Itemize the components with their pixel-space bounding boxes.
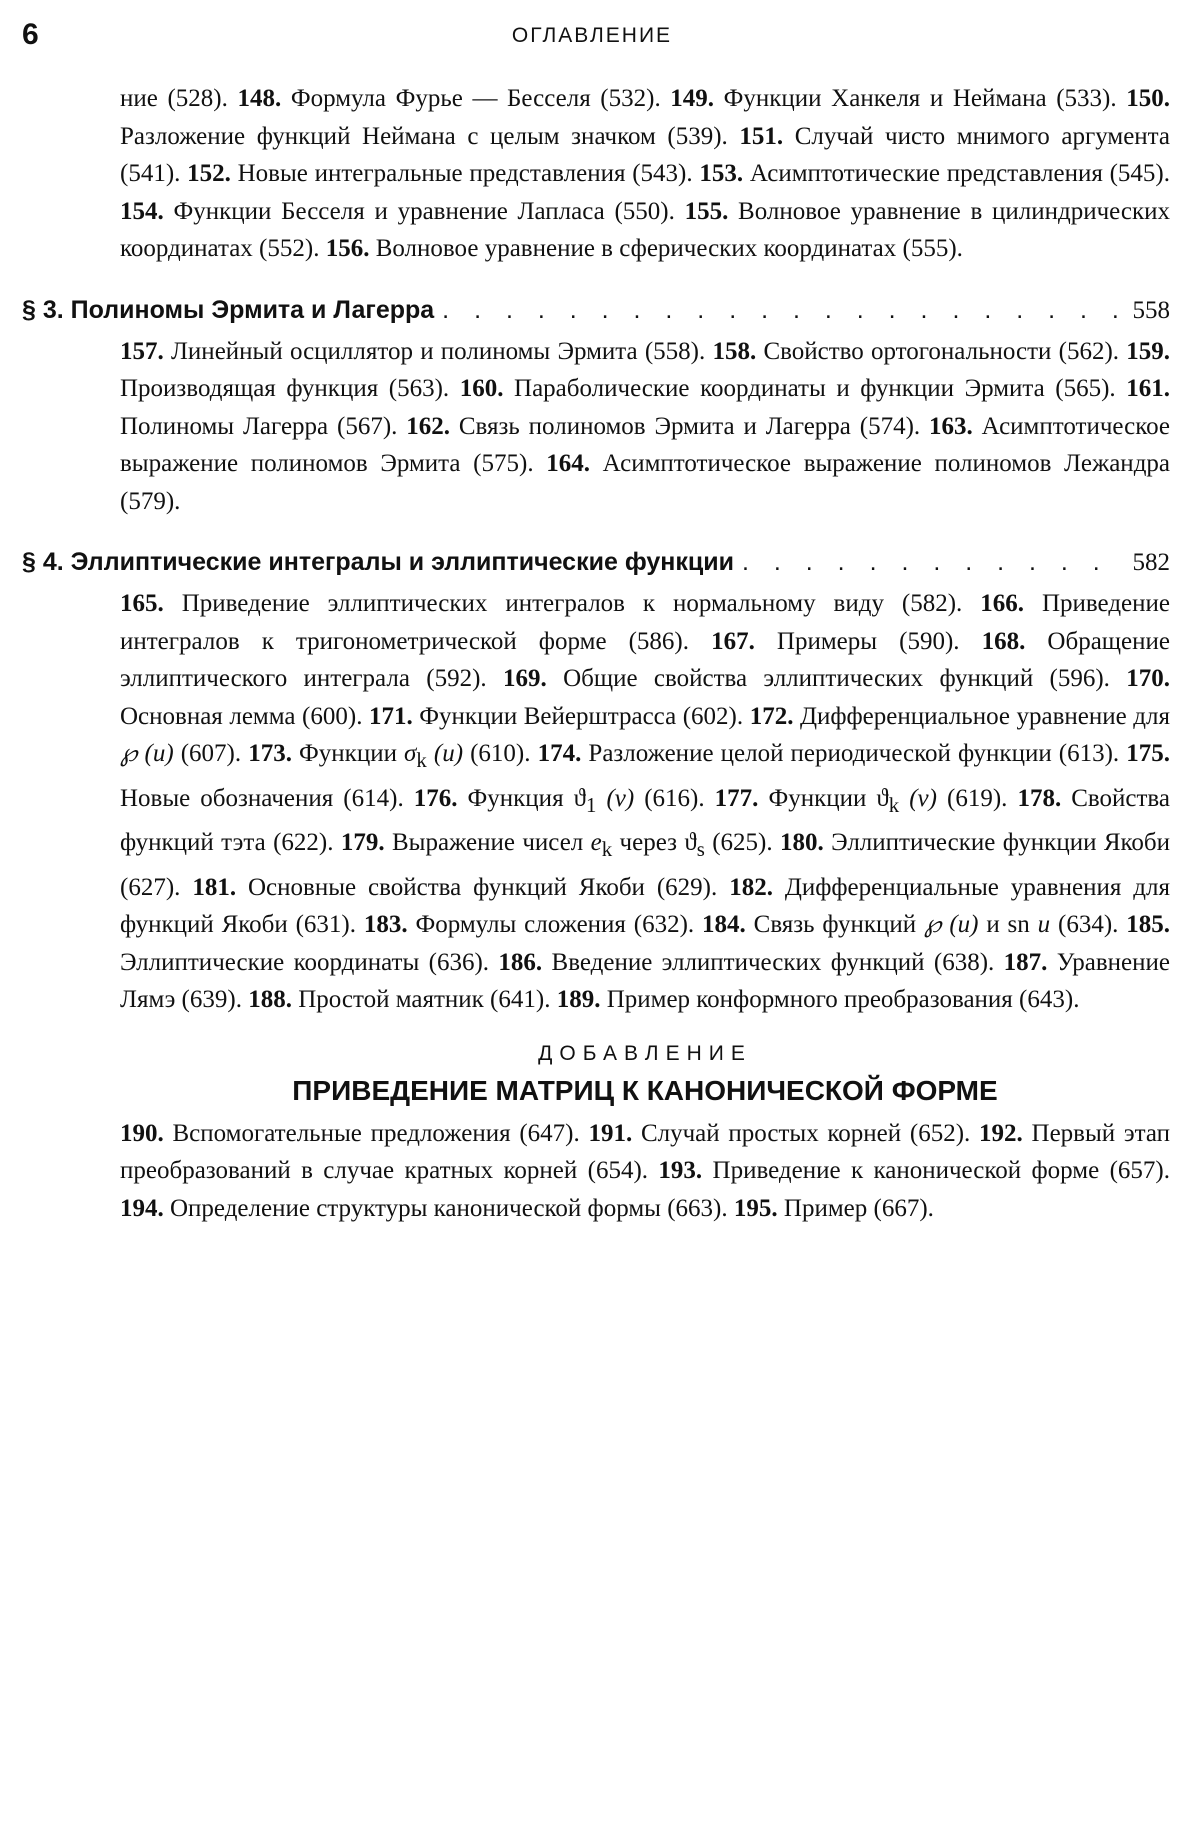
entry-text: Новые обозначения (614). bbox=[120, 784, 414, 812]
entry-text: (625). bbox=[704, 829, 781, 856]
entry-text: Линейный осциллятор и полиномы Эрмита (558). bbox=[163, 337, 713, 365]
entry-text: (634). bbox=[1050, 911, 1127, 938]
entry-text: Пример конформного преобразования (643). bbox=[600, 986, 1080, 1013]
toc-paragraph-continuation bbox=[120, 80, 1170, 268]
entry-text: Волновое уравнение в цилиндрических координатах (552). bbox=[120, 197, 1171, 262]
item-number: 155. bbox=[684, 197, 729, 225]
item-number: 173. bbox=[248, 740, 292, 767]
item-number: 187. bbox=[1003, 948, 1048, 976]
section-page-number: 558 bbox=[1132, 296, 1170, 324]
item-number: 188. bbox=[248, 986, 292, 1013]
math-subscript: k bbox=[416, 748, 427, 772]
item-number: 186. bbox=[498, 948, 543, 976]
item-number: 190. bbox=[120, 1119, 164, 1147]
item-number: 156. bbox=[325, 235, 370, 262]
entry-text: Определение структуры канонической формы (663). bbox=[163, 1194, 734, 1222]
entry-text: Основная лемма (600). bbox=[120, 702, 369, 730]
entry-text: ние (528). bbox=[120, 85, 238, 112]
entry-text: Полиномы Лагерра (567). bbox=[120, 412, 407, 440]
math-subscript: s bbox=[696, 837, 705, 861]
math-subscript: 1 bbox=[585, 792, 597, 817]
math-symbol: ℘ (u) bbox=[924, 911, 979, 938]
dot-leader bbox=[442, 290, 1124, 330]
entry-text: Дифференциальное уравнение для bbox=[793, 702, 1170, 730]
entry-text: Случай чисто мнимого аргумента (541). bbox=[120, 122, 1171, 187]
entry-text: (616). bbox=[634, 784, 715, 812]
entry-text: Функция ϑ bbox=[457, 784, 586, 812]
entry-text: Обращение эллиптического интеграла (592). bbox=[120, 627, 1171, 692]
math-symbol: σ bbox=[404, 740, 417, 767]
entry-text: Асимптотическое выражение полиномов Лежандра (579). bbox=[120, 450, 1171, 515]
section-heading-4 bbox=[22, 542, 1170, 583]
item-number: 175. bbox=[1126, 740, 1171, 767]
entry-text: Связь полиномов Эрмита и Лагерра (574). bbox=[450, 412, 930, 440]
item-number: 193. bbox=[658, 1157, 703, 1184]
item-number: 159. bbox=[1126, 337, 1170, 365]
item-number: 157. bbox=[120, 337, 164, 365]
page-number: 6 bbox=[22, 18, 39, 51]
item-number: 184. bbox=[702, 911, 746, 938]
item-number: 168. bbox=[981, 627, 1026, 655]
section-title: § 4. Эллиптические интегралы и эллиптические функции bbox=[22, 548, 734, 576]
math-symbol: ℘ (u) bbox=[120, 740, 174, 767]
item-number: 177. bbox=[714, 784, 759, 812]
entry-text: Случай простых корней (652). bbox=[632, 1119, 980, 1147]
entry-text: Приведение к канонической форме (657). bbox=[702, 1157, 1170, 1184]
item-number: 148. bbox=[237, 85, 282, 112]
entry-text: Первый этап преобразований в случае кратных корней (654). bbox=[120, 1119, 1170, 1184]
item-number: 151. bbox=[739, 122, 784, 150]
item-number: 191. bbox=[588, 1119, 633, 1147]
item-number: 179. bbox=[340, 829, 385, 856]
entry-text: Эллиптические функции Якоби (627). bbox=[120, 829, 1170, 901]
item-number: 180. bbox=[780, 829, 824, 856]
item-number: 166. bbox=[980, 590, 1025, 617]
section-heading-3 bbox=[22, 290, 1170, 331]
entry-text: Введение эллиптических функций (638). bbox=[542, 948, 1004, 976]
item-number: 183. bbox=[363, 911, 408, 938]
appendix-kicker: ДОБАВЛЕНИЕ bbox=[538, 1041, 752, 1065]
item-number: 149. bbox=[670, 85, 715, 112]
math-symbol: e bbox=[590, 829, 602, 856]
math-symbol: (v) bbox=[899, 784, 937, 812]
item-number: 152. bbox=[187, 160, 231, 187]
item-number: 195. bbox=[733, 1194, 778, 1222]
entry-text: Асимптотические представления (545). bbox=[743, 160, 1170, 187]
toc-paragraph-section-4 bbox=[120, 585, 1170, 1019]
entry-text: Асимптотическое выражение полиномов Эрмита (575). bbox=[120, 412, 1170, 477]
entry-text: (610). bbox=[463, 740, 538, 767]
item-number: 160. bbox=[459, 375, 504, 402]
item-number: 170. bbox=[1126, 665, 1171, 692]
entry-text: Общие свойства эллиптических функций (596). bbox=[546, 665, 1127, 692]
entry-text: Волновое уравнение в сферических координатах (555). bbox=[369, 235, 963, 262]
item-number: 164. bbox=[546, 450, 591, 477]
item-number: 150. bbox=[1126, 85, 1170, 112]
dot-leader bbox=[742, 542, 1125, 582]
item-number: 153. bbox=[699, 160, 744, 187]
item-number: 178. bbox=[1017, 784, 1062, 812]
entry-text: Разложение функций Неймана с целым значком (539). bbox=[120, 122, 740, 150]
math-subscript: k bbox=[601, 837, 613, 861]
running-title: ОГЛАВЛЕНИЕ bbox=[511, 24, 673, 47]
toc-content bbox=[22, 80, 1172, 1227]
item-number: 161. bbox=[1126, 375, 1170, 402]
entry-text: через ϑ bbox=[612, 829, 697, 856]
entry-text: Формулы сложения (632). bbox=[407, 911, 703, 938]
entry-text: Функции Ханкеля и Неймана (533). bbox=[714, 85, 1127, 112]
entry-text: Уравнение Лямэ (639). bbox=[120, 948, 1171, 1013]
entry-text: Простой маятник (641). bbox=[291, 986, 557, 1013]
item-number: 181. bbox=[192, 873, 237, 901]
section-page-number: 582 bbox=[1132, 549, 1170, 576]
entry-text: Производящая функция (563). bbox=[120, 375, 460, 402]
entry-text: Свойство ортогональности (562). bbox=[756, 337, 1127, 365]
running-head bbox=[22, 18, 1162, 58]
item-number: 172. bbox=[749, 702, 794, 730]
toc-paragraph-appendix bbox=[120, 1115, 1170, 1228]
item-number: 176. bbox=[413, 784, 458, 812]
entry-text: Вспомогательные предложения (647). bbox=[163, 1119, 589, 1147]
entry-text: Основные свойства функций Якоби (629). bbox=[236, 873, 730, 901]
entry-text: Функции ϑ bbox=[758, 784, 889, 812]
math-symbol: (u) bbox=[426, 740, 464, 767]
item-number: 182. bbox=[729, 873, 773, 901]
item-number: 192. bbox=[979, 1119, 1023, 1147]
item-number: 165. bbox=[120, 590, 164, 617]
entry-text: Свойства функций тэта (622). bbox=[120, 784, 1170, 856]
entry-text: (619). bbox=[936, 784, 1018, 812]
item-number: 174. bbox=[537, 740, 582, 767]
appendix-title: ПРИВЕДЕНИЕ МАТРИЦ К КАНОНИЧЕСКОЙ ФОРМЕ bbox=[292, 1074, 998, 1106]
entry-text: (607). bbox=[173, 740, 249, 767]
entry-text: и sn bbox=[978, 911, 1038, 938]
entry-text: Дифференциальные уравнения для функций Якоби (631). bbox=[120, 873, 1170, 938]
entry-text: Приведение интегралов к тригонометрической форме (586). bbox=[120, 590, 1170, 655]
entry-text: Связь функций bbox=[745, 911, 925, 938]
item-number: 158. bbox=[712, 337, 757, 365]
entry-text: Параболические координаты и функции Эрмита (565). bbox=[503, 375, 1127, 402]
item-number: 167. bbox=[711, 627, 755, 655]
entry-text: Функции Вейерштрасса (602). bbox=[412, 702, 750, 730]
item-number: 163. bbox=[929, 412, 973, 440]
item-number: 194. bbox=[120, 1194, 164, 1222]
toc-paragraph-section-3 bbox=[120, 333, 1170, 521]
item-number: 189. bbox=[556, 986, 601, 1013]
math-symbol: (v) bbox=[596, 784, 635, 812]
entry-text: Разложение целой периодической функции (613). bbox=[581, 740, 1127, 767]
entry-text: Приведение эллиптических интегралов к нормальному виду (582). bbox=[163, 590, 981, 617]
section-title: § 3. Полиномы Эрмита и Лагерра bbox=[22, 295, 435, 324]
item-number: 171. bbox=[369, 702, 413, 730]
math-symbol: u bbox=[1037, 911, 1051, 938]
entry-text: Новые интегральные представления (543). bbox=[230, 160, 700, 187]
entry-text: Эллиптические координаты (636). bbox=[120, 948, 499, 976]
item-number: 169. bbox=[503, 665, 547, 692]
entry-text: Функции bbox=[291, 740, 405, 767]
entry-text: Пример (667). bbox=[777, 1194, 934, 1222]
item-number: 185. bbox=[1126, 911, 1170, 938]
item-number: 154. bbox=[120, 197, 164, 225]
entry-text: Функции Бесселя и уравнение Лапласа (550). bbox=[163, 197, 685, 225]
entry-text: Выражение чисел bbox=[384, 829, 591, 856]
item-number: 162. bbox=[406, 412, 451, 440]
math-subscript: k bbox=[888, 792, 900, 817]
entry-text: Примеры (590). bbox=[754, 627, 982, 655]
entry-text: Формула Фурье — Бесселя (532). bbox=[281, 85, 671, 112]
